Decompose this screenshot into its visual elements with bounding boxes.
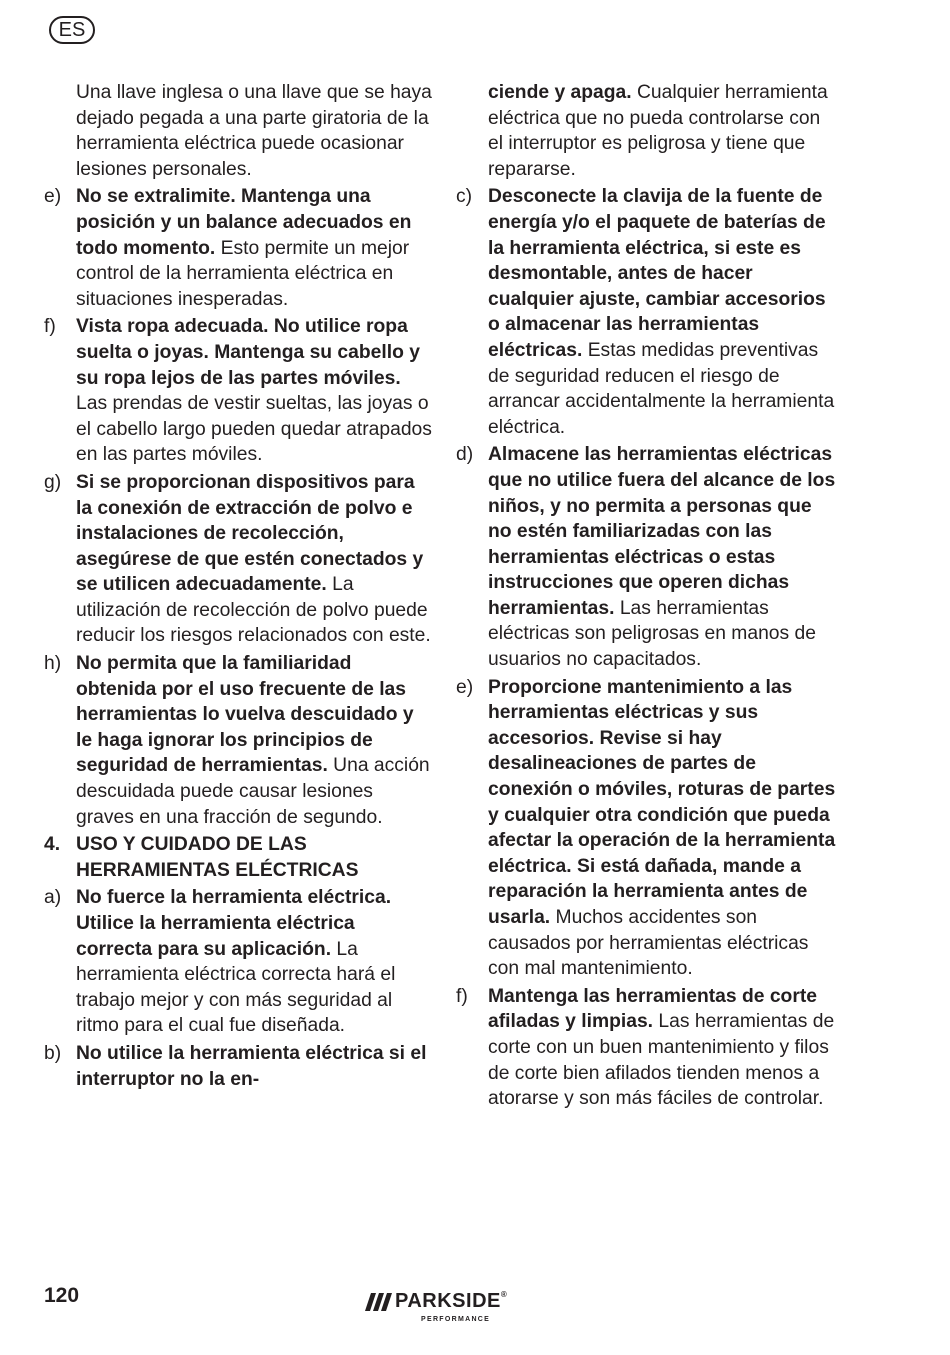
item-text: Las herramientas eléctricas son peligrosas en manos de usuarios no capacitados. (488, 597, 816, 671)
list-item-c (456, 184, 838, 440)
list-item-h (44, 651, 434, 830)
parkside-logo (365, 1290, 515, 1330)
language-badge: ES (49, 16, 95, 44)
item-bold-text: Vista ropa adecuada. No utilice ropa suelta o joyas. Mantenga su cabello y su ropa lejos de las partes móviles. (76, 316, 420, 389)
list-marker: e) (456, 676, 474, 698)
item-text: Esto permite un mejor control de la herramienta eléctrica en situaciones inesperadas. (76, 237, 410, 310)
item-bold-text: Desconecte la clavija de la fuente de energía y/o el paquete de baterías de la herramienta eléctrica, si este es desmontable, antes de hacer cualquier ajuste, cambiar accesorios o almacenar las herramientas eléctricas. (488, 186, 826, 361)
continuation-paragraph (456, 80, 838, 182)
item-text: Una acción descuidada puede causar lesiones graves en una fracción de segundo. (76, 755, 430, 828)
item-text: La utilización de recolección de polvo puede reducir los riesgos relacionados con este. (76, 574, 431, 647)
registered-mark: ® (500, 1290, 508, 1299)
list-item-b (44, 1041, 434, 1092)
section-number: 4. (44, 834, 61, 856)
item-text: Las herramientas de corte con un buen mantenimiento y filos de corte bien afilados tienden menos a atorarse y son más fáciles de controlar. (488, 1011, 835, 1110)
brand-name: PARKSIDE® (395, 1290, 508, 1312)
list-marker: f) (44, 316, 56, 338)
continuation-text: Cualquier herramienta eléctrica que no pueda controlarse con el interruptor es peligrosa y tiene que repararse. (488, 82, 828, 180)
list-marker: e) (44, 186, 62, 208)
page-number: 120 (44, 1284, 80, 1307)
item-bold-text: No fuerce la herramienta eléctrica. Utilice la herramienta eléctrica correcta para su aplicación. (76, 887, 392, 960)
item-text: Estas medidas preventivas de seguridad reducen el riesgo de arrancar accidentalmente la herramienta eléctrica. (488, 339, 835, 438)
item-text: Las prendas de vestir sueltas, las joyas o el cabello largo pueden quedar atrapados en las partes móviles. (76, 393, 432, 466)
list-item-d (456, 442, 838, 672)
item-bold-text: No permita que la familiaridad obtenida por el uso frecuente de las herramientas lo vuelva descuidado y le haga ignorar los principios de seguridad de herramientas. (76, 653, 414, 777)
item-bold-text: No se extralimite. Mantenga una posición y un balance adecuados en todo momento. (76, 186, 412, 259)
item-bold-text: Si se proporcionan dispositivos para la conexión de extracción de polvo e instalaciones de recolección, asegúrese de que estén conectados y se utilicen adecuadamente. (76, 471, 424, 596)
intro-paragraph (44, 80, 434, 182)
item-text: Muchos accidentes son causados por herramientas eléctricas con mal mantenimiento. (488, 907, 809, 980)
list-item-e (456, 675, 838, 982)
list-marker: g) (44, 471, 62, 493)
right-column (456, 80, 838, 1112)
list-item-e (44, 184, 434, 312)
list-marker: a) (44, 887, 62, 909)
list-marker: h) (44, 653, 62, 675)
list-marker: f) (456, 985, 468, 1007)
left-column (44, 80, 434, 1092)
item-bold-text: No utilice la herramienta eléctrica si el interruptor no la en- (76, 1042, 427, 1090)
item-text: La herramienta eléctrica correcta hará el trabajo mejor y con más seguridad al ritmo para el cual fue diseñada. (76, 938, 396, 1037)
list-item-f (456, 984, 838, 1112)
continuation-bold-text: ciende y apaga. (488, 82, 632, 103)
item-bold-text: Proporcione mantenimiento a las herramientas eléctricas y sus accesorios. Revise si hay desalineaciones de partes de conexión o móviles, roturas de partes y cualquier otra condición que pueda afectar la operación de la herramienta eléctrica. Si está dañada, mande a reparación la herramienta antes de usarla. (488, 676, 836, 928)
section-title: USO Y CUIDADO DE LAS HERRAMIENTAS ELÉCTRICAS (76, 834, 359, 881)
brand-slashes-icon (365, 1293, 393, 1311)
list-marker: d) (456, 444, 474, 466)
intro-text: Una llave inglesa o una llave que se haya dejado pegada a una parte giratoria de la herramienta eléctrica puede ocasionar lesiones personales. (76, 82, 432, 180)
item-bold-text: Mantenga las herramientas de corte afiladas y limpias. (488, 985, 817, 1033)
brand-subline: PERFORMANCE (421, 1316, 491, 1323)
list-marker: c) (456, 186, 473, 208)
item-bold-text: Almacene las herramientas eléctricas que no utilice fuera del alcance de los niños, y no permita a personas que no estén familiarizadas con las herramientas eléctricas o estas instrucciones que operen dichas herramientas. (488, 444, 836, 619)
section-heading (44, 832, 434, 883)
list-marker: b) (44, 1042, 62, 1064)
list-item-a (44, 885, 434, 1039)
list-item-f (44, 314, 434, 468)
list-item-g (44, 470, 434, 649)
